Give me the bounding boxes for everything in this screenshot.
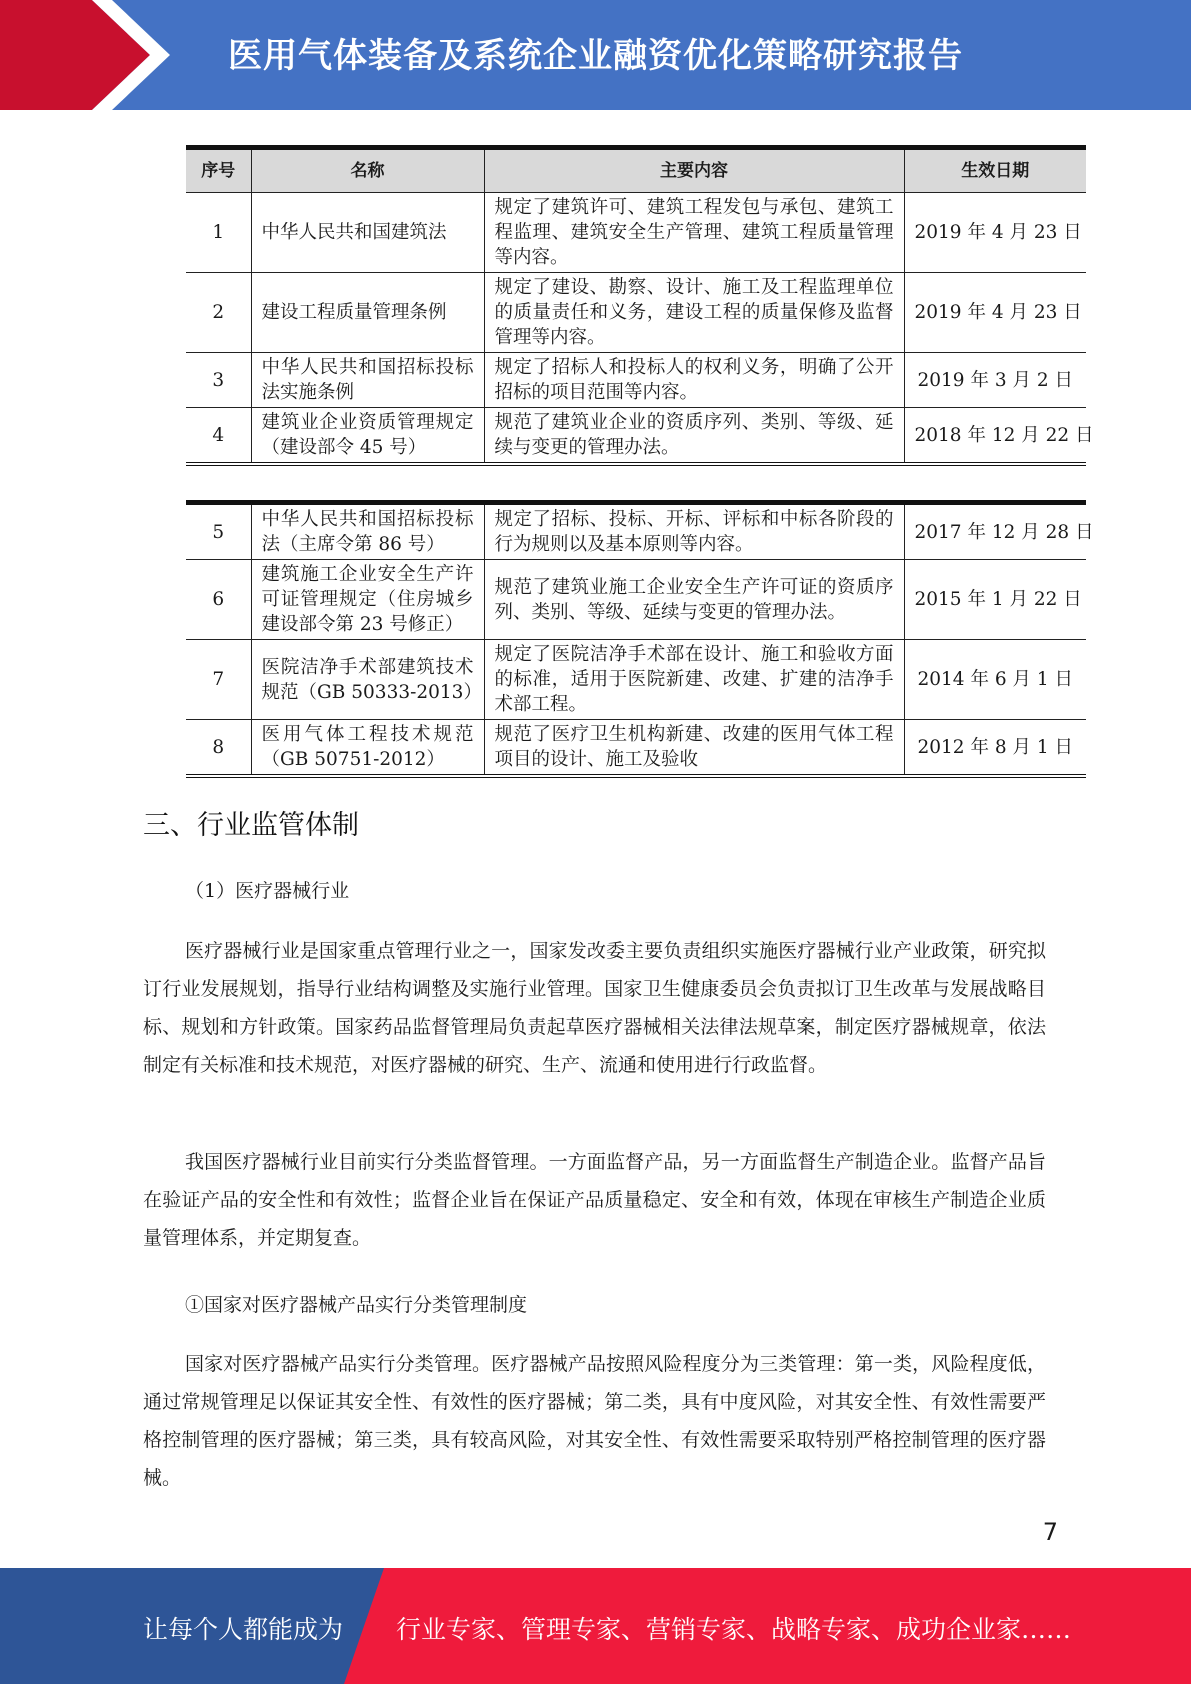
sub-heading-classification-system: ①国家对医疗器械产品实行分类管理制度 — [185, 1294, 528, 1316]
row-date: 2019 年 4 月 23 日 — [904, 273, 1086, 353]
row-name: 中华人民共和国招标投标法实施条例 — [251, 353, 484, 408]
row-num: 5 — [186, 503, 251, 560]
row-name: 建筑业企业资质管理规定（建设部令 45 号） — [251, 408, 484, 465]
row-date: 2019 年 4 月 23 日 — [904, 193, 1086, 273]
row-name: 建筑施工企业安全生产许可证管理规定（住房城乡建设部令第 23 号修正） — [251, 560, 484, 640]
report-title: 医用气体装备及系统企业融资优化策略研究报告 — [228, 36, 963, 76]
page-header — [0, 0, 1191, 110]
table-row — [186, 273, 1086, 353]
footer-slogan-right: 行业专家、管理专家、营销专家、战略专家、成功企业家…… — [396, 1615, 1072, 1644]
table-row — [186, 503, 1086, 560]
row-content: 规范了建筑业企业的资质序列、类别、等级、延续与变更的管理办法。 — [484, 408, 904, 465]
table-row — [186, 353, 1086, 408]
row-num: 6 — [186, 560, 251, 640]
row-date: 2014 年 6 月 1 日 — [904, 640, 1086, 720]
row-name: 中华人民共和国建筑法 — [251, 193, 484, 273]
row-content: 规定了建筑许可、建筑工程发包与承包、建筑工程监理、建筑安全生产管理、建筑工程质量管理等内容。 — [484, 193, 904, 273]
row-content: 规定了招标、投标、开标、评标和中标各阶段的行为规则以及基本原则等内容。 — [484, 503, 904, 560]
section-heading: 三、行业监管体制 — [143, 810, 359, 841]
row-num: 8 — [186, 720, 251, 777]
row-content: 规定了医院洁净手术部在设计、施工和验收方面的标准，适用于医院新建、改建、扩建的洁净手术部工程。 — [484, 640, 904, 720]
row-num: 3 — [186, 353, 251, 408]
row-name: 建设工程质量管理条例 — [251, 273, 484, 353]
paragraph-industry-management: 医疗器械行业是国家重点管理行业之一，国家发改委主要负责组织实施医疗器械行业产业政策，研究拟订行业发展规划，指导行业结构调整及实施行业管理。国家卫生健康委员会负责拟订卫生改革与发展战略目标、规划和方针政策。国家药品监督管理局负责起草医疗器械相关法律法规草案，制定医疗器械规章，依法制定有关标准和技术规范，对医疗器械的研究、生产、流通和使用进行行政监督。 — [143, 940, 1046, 1076]
row-num: 2 — [186, 273, 251, 353]
row-name: 中华人民共和国招标投标法（主席令第 86 号） — [251, 503, 484, 560]
table-row — [186, 193, 1086, 273]
row-date: 2019 年 3 月 2 日 — [904, 353, 1086, 408]
column-header-content: 主要内容 — [484, 148, 904, 193]
row-content: 规定了招标人和投标人的权利义务，明确了公开招标的项目范围等内容。 — [484, 353, 904, 408]
table-row — [186, 640, 1086, 720]
table-row — [186, 720, 1086, 777]
table-row — [186, 408, 1086, 465]
row-date: 2018 年 12 月 22 日 — [904, 408, 1086, 465]
paragraph-product-classes: 国家对医疗器械产品实行分类管理。医疗器械产品按照风险程度分为三类管理：第一类，风险程度低，通过常规管理足以保证其安全性、有效性的医疗器械；第二类，具有中度风险，对其安全性、有效性需要严格控制管理的医疗器械；第三类，具有较高风险，对其安全性、有效性需要采取特别严格控制管理的医疗器械。 — [143, 1353, 1046, 1489]
row-num: 7 — [186, 640, 251, 720]
row-date: 2012 年 8 月 1 日 — [904, 720, 1086, 777]
column-header-name: 名称 — [251, 148, 484, 193]
row-date: 2017 年 12 月 28 日 — [904, 503, 1086, 560]
footer-slogan-left: 让每个人都能成为 — [143, 1615, 344, 1644]
row-name: 医用气体工程技术规范（GB 50751-2012） — [251, 720, 484, 777]
row-name: 医院洁净手术部建筑技术规范（GB 50333-2013） — [251, 640, 484, 720]
regulation-table-part1 — [186, 145, 1094, 466]
paragraph-classified-supervision: 我国医疗器械行业目前实行分类监督管理。一方面监督产品，另一方面监督生产制造企业。监督产品旨在验证产品的安全性和有效性；监督企业旨在保证产品质量稳定、安全和有效，体现在审核生产制造企业质量管理体系，并定期复查。 — [143, 1151, 1046, 1249]
table-header-row — [186, 148, 1086, 193]
regulation-table-part2 — [186, 500, 1094, 778]
row-content: 规范了医疗卫生机构新建、改建的医用气体工程项目的设计、施工及验收 — [484, 720, 904, 777]
row-num: 1 — [186, 193, 251, 273]
page-footer — [0, 1568, 1191, 1684]
sub-heading-medical-devices: （1）医疗器械行业 — [185, 880, 350, 902]
page-number: 7 — [1042, 1518, 1058, 1546]
row-date: 2015 年 1 月 22 日 — [904, 560, 1086, 640]
row-num: 4 — [186, 408, 251, 465]
column-header-date: 生效日期 — [904, 148, 1086, 193]
row-content: 规范了建筑业施工企业安全生产许可证的资质序列、类别、等级、延续与变更的管理办法。 — [484, 560, 904, 640]
column-header-num: 序号 — [186, 148, 251, 193]
table-row — [186, 560, 1086, 640]
row-content: 规定了建设、勘察、设计、施工及工程监理单位的质量责任和义务，建设工程的质量保修及监督管理等内容。 — [484, 273, 904, 353]
